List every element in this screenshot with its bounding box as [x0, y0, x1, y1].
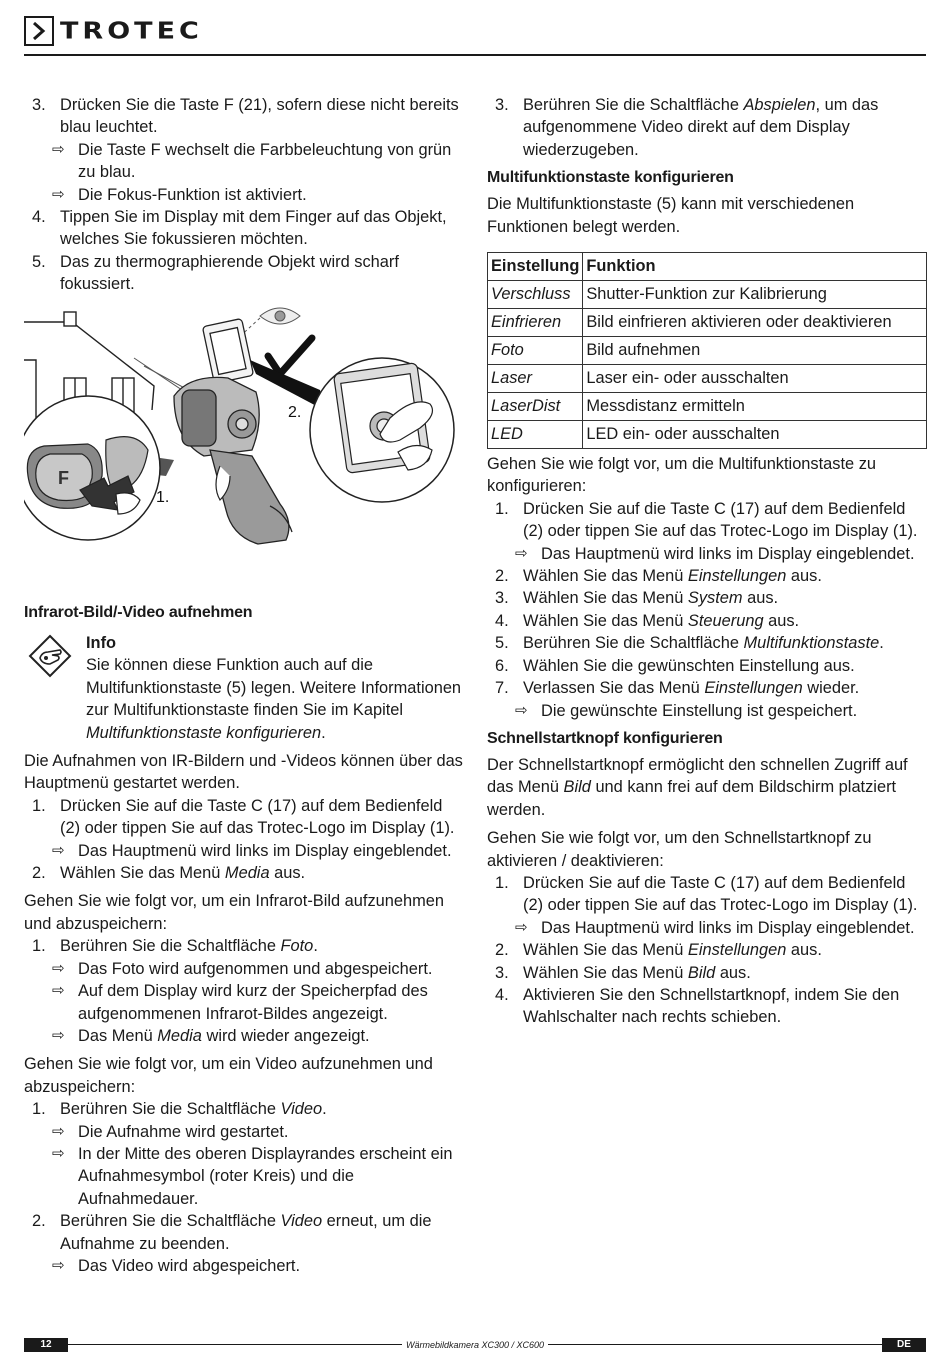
step: 1. Berühren Sie die Schaltfläche Video.	[32, 1100, 327, 1119]
page-header	[24, 16, 926, 50]
table-cell: LED	[488, 421, 583, 449]
result-arrow-icon: ⇨	[515, 918, 528, 936]
step: 2. Wählen Sie das Menü Media aus.	[32, 864, 306, 883]
table-row	[488, 421, 927, 449]
right-column	[487, 94, 927, 1029]
trotec-chevron-icon	[24, 16, 54, 46]
result-arrow-icon: ⇨	[52, 140, 65, 158]
result: ⇨ Auf dem Display wird kurz der Speicherpfad des aufgenommenen Infrarot-Bildes angezeigt.	[52, 982, 428, 1023]
paragraph: Gehen Sie wie folgt vor, um den Schnellstartknopf zu aktivieren / deaktivieren:	[487, 829, 872, 870]
figure-label-1: 1.	[156, 489, 170, 506]
table-header: Funktion	[583, 253, 927, 281]
section-heading: Schnellstartknopf konfigurieren	[487, 729, 723, 747]
result: ⇨ Das Hauptmenü wird links im Display eingeblendet.	[24, 840, 464, 862]
table-row	[488, 281, 927, 309]
table-cell: LaserDist	[488, 393, 583, 421]
page-footer	[24, 1338, 926, 1352]
step: 1. Drücken Sie auf die Taste C (17) auf dem Bedienfeld (2) oder tippen Sie auf das Trotec-Logo im Display (1).	[495, 499, 918, 541]
step: 7. Verlassen Sie das Menü Einstellungen wieder.	[495, 679, 860, 698]
step: 4. Aktivieren Sie den Schnellstartknopf, indem Sie den Wahlschalter nach rechts schieben.	[495, 985, 900, 1027]
result: ⇨ Das Video wird abgespeichert.	[24, 1255, 464, 1277]
hand-pointer-icon	[28, 634, 72, 678]
table-cell: Laser ein- oder ausschalten	[583, 365, 927, 393]
left-column-top	[24, 94, 464, 296]
result-arrow-icon: ⇨	[52, 1144, 65, 1162]
result-arrow-icon: ⇨	[52, 1122, 65, 1140]
step: 2. Wählen Sie das Menü Einstellungen aus.	[495, 567, 822, 586]
table-cell: Verschluss	[488, 281, 583, 309]
info-text: Sie können diese Funktion auch auf die Multifunktionstaste (5) legen. Weitere Informationen zur Multifunktionstaste finden Sie im Kapitel Multifunktionstaste konfigurieren.	[86, 656, 462, 742]
figure-label-2: 2.	[288, 404, 302, 421]
result: ⇨ Das Menü Media wird wieder angezeigt.	[24, 1025, 464, 1047]
result-arrow-icon: ⇨	[52, 959, 65, 977]
table-header-row	[488, 253, 927, 281]
step: 2. Wählen Sie das Menü Einstellungen aus.	[495, 941, 822, 960]
table-cell: Foto	[488, 337, 583, 365]
section-heading: Infrarot-Bild/-Video aufnehmen	[24, 604, 253, 621]
paragraph: Der Schnellstartknopf ermöglicht den schnellen Zugriff auf das Menü Bild und kann frei auf dem Bildschirm platziert werden.	[487, 755, 908, 819]
table-cell: Messdistanz ermitteln	[583, 393, 927, 421]
result: ⇨ Die Aufnahme wird gestartet.	[24, 1121, 464, 1143]
result-arrow-icon: ⇨	[52, 841, 65, 859]
table-row	[488, 337, 927, 365]
table-cell: LED ein- oder ausschalten	[583, 421, 927, 449]
left-column-bottom	[24, 596, 464, 1277]
table-row	[488, 393, 927, 421]
step: 1. Drücken Sie auf die Taste C (17) auf dem Bedienfeld (2) oder tippen Sie auf das Trotec-Logo im Display (1).	[495, 873, 918, 915]
result: ⇨ Das Foto wird aufgenommen und abgespeichert.	[24, 958, 464, 980]
result: ⇨ Das Hauptmenü wird links im Display eingeblendet.	[487, 543, 927, 565]
table-cell: Shutter-Funktion zur Kalibrierung	[583, 281, 927, 309]
table-row	[488, 309, 927, 337]
result-arrow-icon: ⇨	[515, 544, 528, 562]
step: 1. Berühren Sie die Schaltfläche Foto.	[32, 937, 318, 956]
paragraph: Gehen Sie wie folgt vor, um ein Video aufzunehmen und abzuspeichern:	[24, 1055, 433, 1096]
footer-title: Wärmebildkamera XC300 / XC600	[24, 1338, 926, 1352]
result-arrow-icon: ⇨	[52, 1026, 65, 1044]
table-cell: Laser	[488, 365, 583, 393]
step: 1. Drücken Sie auf die Taste C (17) auf dem Bedienfeld (2) oder tippen Sie auf das Trotec-Logo im Display (1).	[32, 796, 455, 838]
brand-name: TROTEC	[60, 17, 203, 45]
step: 6. Wählen Sie die gewünschten Einstellung aus.	[495, 656, 855, 675]
step: 3. Berühren Sie die Schaltfläche Abspielen, um das aufgenommene Video direkt auf dem Display wiederzugeben.	[495, 96, 879, 159]
result: ⇨ Die gewünschte Einstellung ist gespeichert.	[487, 700, 927, 722]
function-table	[487, 252, 927, 449]
brand-logo	[24, 16, 203, 46]
step: 5. Berühren Sie die Schaltfläche Multifunktionstaste.	[495, 634, 884, 653]
result: ⇨ In der Mitte des oberen Displayrandes erscheint ein Aufnahmesymbol (roter Kreis) und die Aufnahmedauer.	[52, 1144, 453, 1208]
page-number: 12	[24, 1338, 68, 1352]
result: ⇨ Die Fokus-Funktion ist aktiviert.	[24, 184, 464, 206]
table-cell: Bild aufnehmen	[583, 337, 927, 365]
paragraph: Gehen Sie wie folgt vor, um ein Infrarot-Bild aufzunehmen und abzuspeichern:	[24, 892, 445, 933]
paragraph: Die Multifunktionstaste (5) kann mit verschiedenen Funktionen belegt werden.	[487, 195, 855, 236]
result: ⇨ Das Hauptmenü wird links im Display eingeblendet.	[487, 917, 927, 939]
paragraph: Die Aufnahmen von IR-Bildern und -Videos können über das Hauptmenü gestartet werden.	[24, 752, 463, 793]
table-row	[488, 365, 927, 393]
step: 4. Tippen Sie im Display mit dem Finger auf das Objekt, welches Sie fokussieren möchten.	[32, 208, 447, 249]
result-arrow-icon: ⇨	[52, 982, 65, 1000]
header-rule	[24, 54, 926, 56]
step: 3. Wählen Sie das Menü Bild aus.	[495, 963, 751, 982]
section-heading: Multifunktionstaste konfigurieren	[487, 169, 734, 187]
table-header: Einstellung	[488, 253, 583, 281]
paragraph: Gehen Sie wie folgt vor, um die Multifunktionstaste zu konfigurieren:	[487, 455, 877, 496]
info-title: Info	[86, 634, 117, 652]
step: 5. Das zu thermographierende Objekt wird scharf fokussiert.	[32, 252, 399, 294]
step: 3. Wählen Sie das Menü System aus.	[495, 589, 779, 608]
step: 2. Berühren Sie die Schaltfläche Video erneut, um die Aufnahme zu beenden.	[32, 1212, 432, 1253]
result-arrow-icon: ⇨	[52, 185, 65, 203]
figure-key-letter: F	[58, 468, 69, 488]
camera-illustration	[24, 300, 464, 560]
result-arrow-icon: ⇨	[52, 1256, 65, 1274]
result: ⇨ Die Taste F wechselt die Farbbeleuchtung von grün zu blau.	[52, 140, 452, 182]
language-badge: DE	[882, 1338, 926, 1352]
result-arrow-icon: ⇨	[515, 701, 528, 719]
table-cell: Bild einfrieren aktivieren oder deaktivieren	[583, 309, 927, 337]
table-cell: Einfrieren	[488, 309, 583, 337]
step: 4. Wählen Sie das Menü Steuerung aus.	[495, 611, 800, 630]
info-box	[24, 632, 464, 744]
step: 3. Drücken Sie die Taste F (21), sofern diese nicht bereits blau leuchtet.	[32, 96, 459, 137]
